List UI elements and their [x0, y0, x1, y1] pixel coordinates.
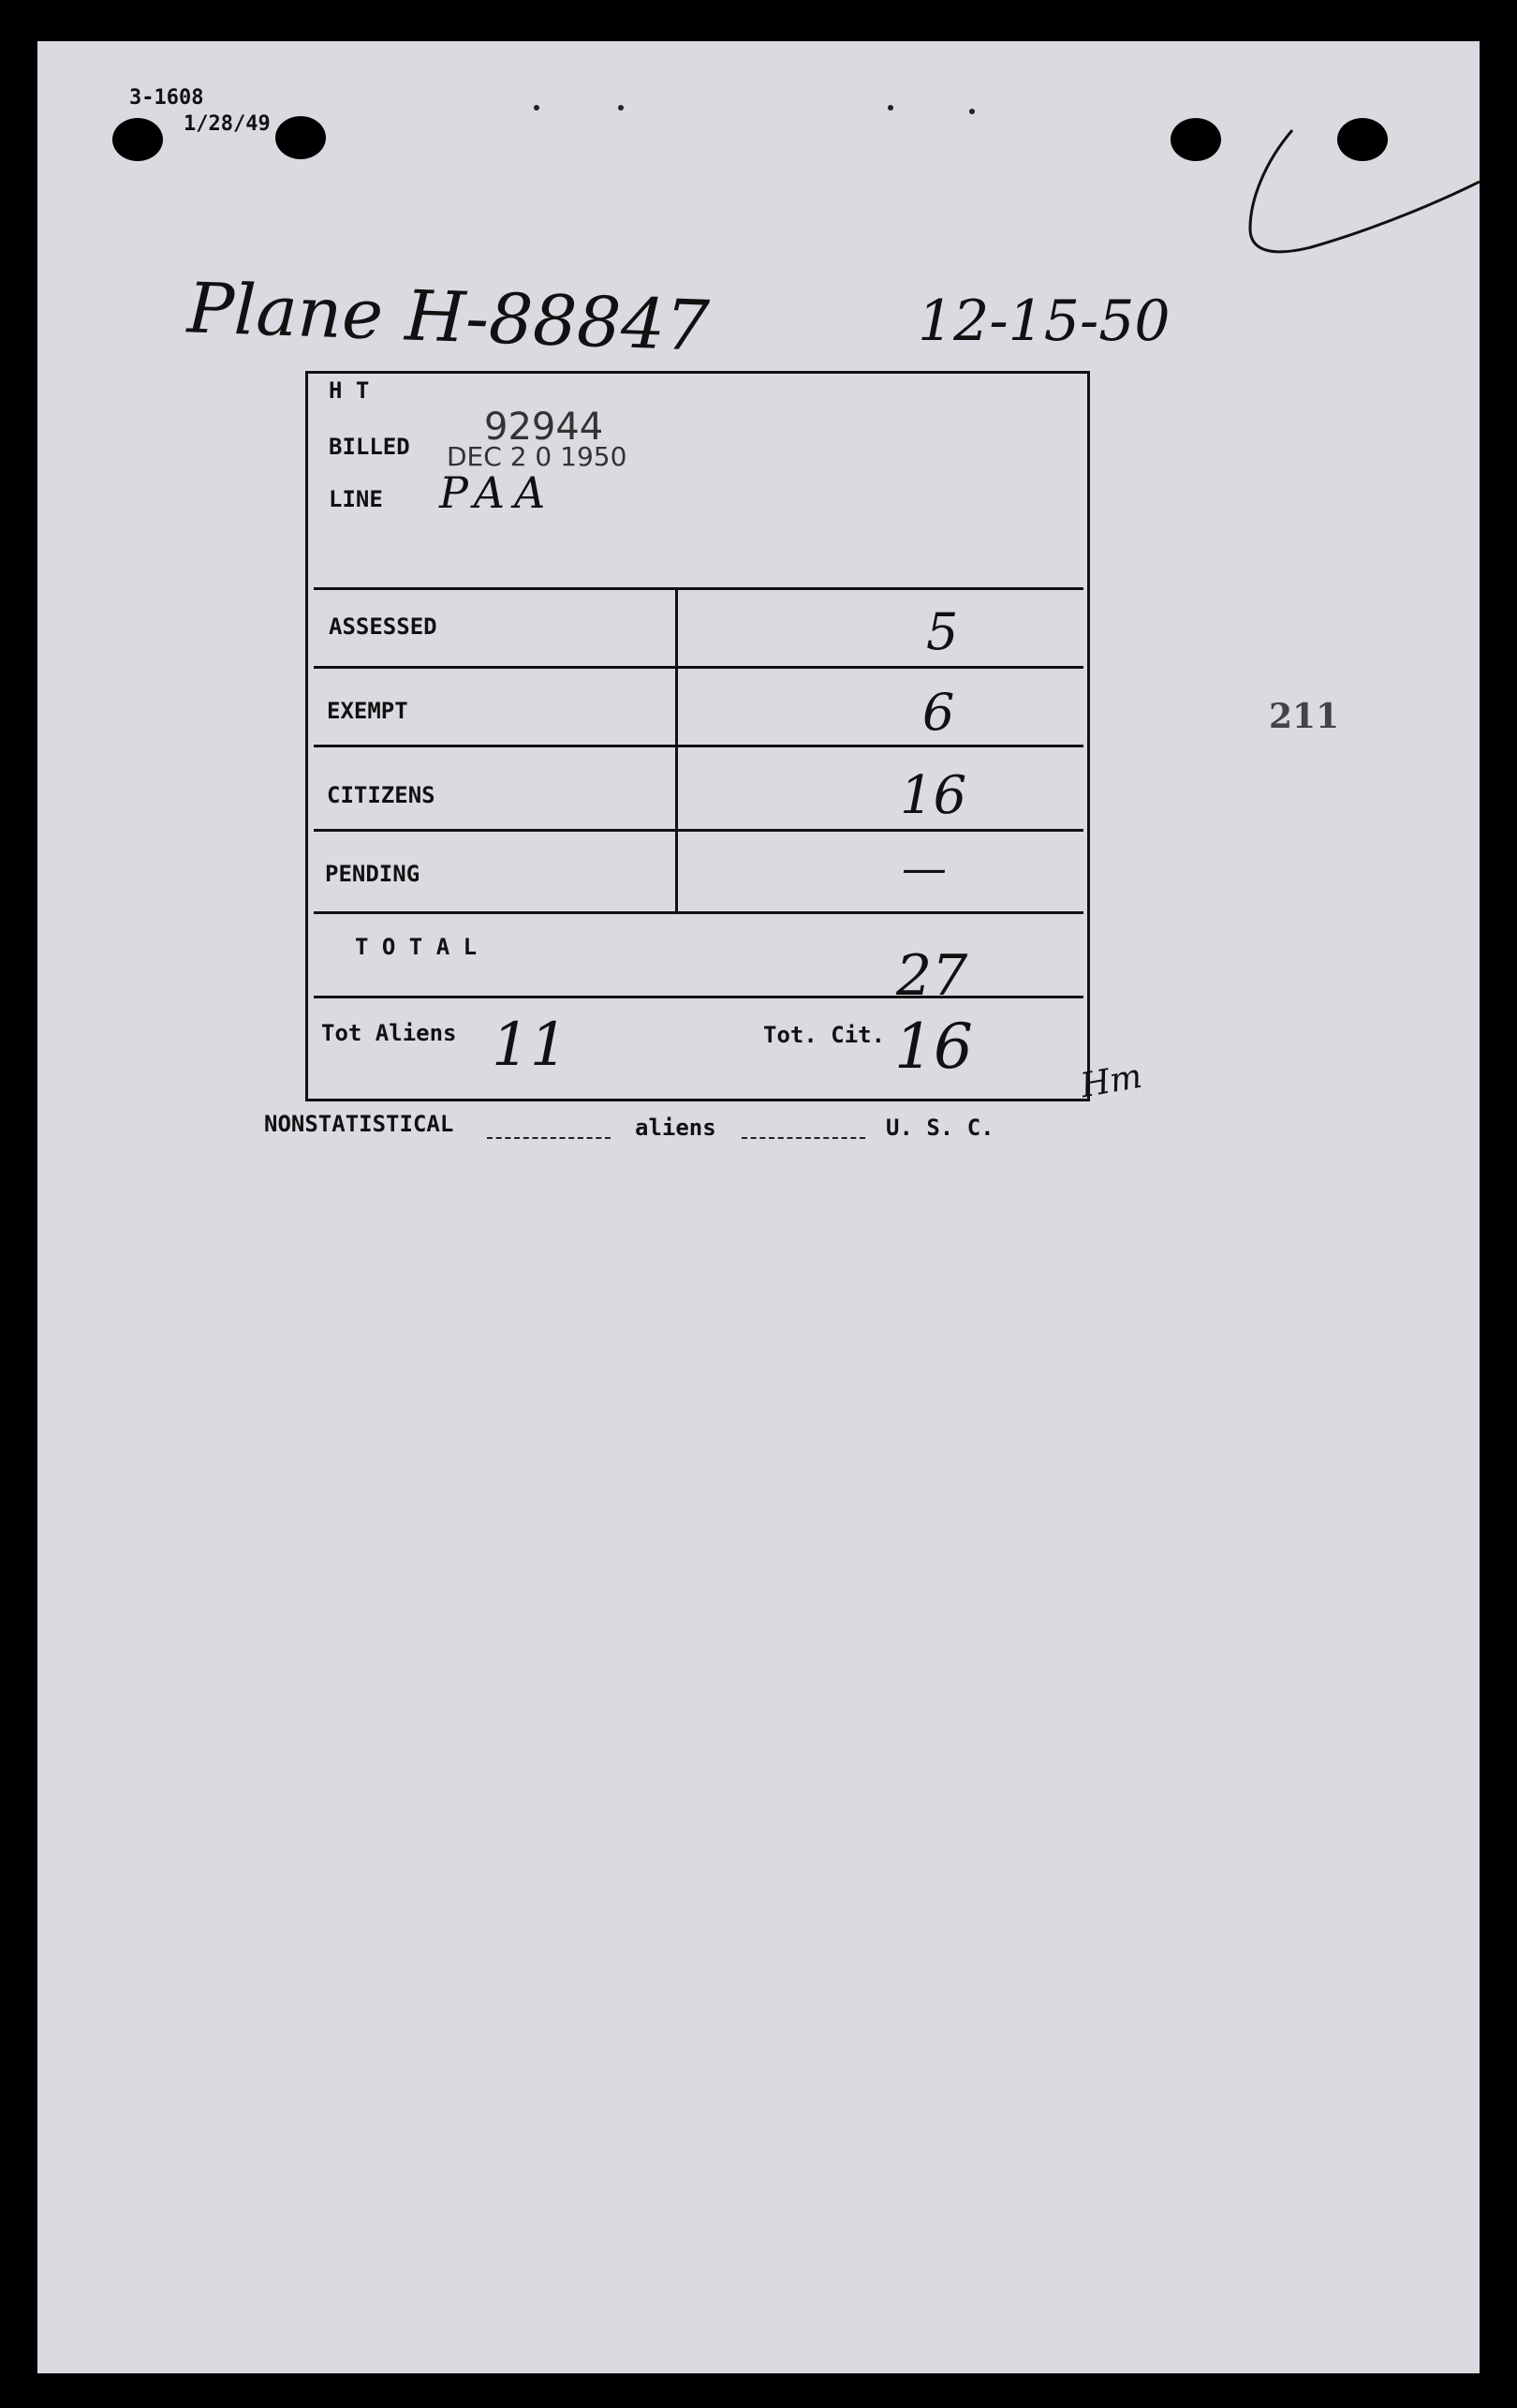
tot-cit-label: Tot. Cit.	[763, 1022, 886, 1048]
form-date: 1/28/49	[184, 112, 271, 136]
speck	[888, 105, 893, 111]
row-value-pending: —	[902, 842, 947, 894]
total-label: T O T A L	[355, 934, 478, 960]
initials: Hm	[1077, 1056, 1145, 1106]
rule	[314, 666, 1083, 669]
line-value: PAA	[439, 467, 555, 518]
row-label-pending: PENDING	[325, 861, 420, 887]
tot-aliens-label: Tot Aliens	[321, 1020, 457, 1046]
aliens-blank	[742, 1137, 865, 1139]
total-value: 27	[896, 943, 968, 1009]
row-label-exempt: EXEMPT	[327, 698, 408, 724]
speck	[618, 105, 624, 111]
side-number: 211	[1269, 697, 1340, 736]
row-label-citizens: CITIZENS	[327, 782, 435, 808]
billed-number-stamp: 92944	[484, 406, 604, 449]
tot-aliens-value: 11	[492, 1011, 568, 1080]
line-label: LINE	[329, 486, 383, 512]
ht-label: H T	[329, 377, 370, 404]
form-number: 3-1608	[129, 86, 204, 110]
rule	[314, 996, 1083, 998]
column-divider	[675, 587, 678, 911]
rule	[314, 745, 1083, 747]
rule	[314, 587, 1083, 590]
row-value-citizens: 16	[900, 765, 967, 826]
plane-number: Plane H-88847	[185, 268, 711, 367]
tot-cit-value: 16	[894, 1011, 973, 1083]
billed-date-stamp: DEC 2 0 1950	[447, 441, 627, 472]
speck	[969, 109, 975, 114]
rule	[314, 911, 1083, 914]
manifest-box	[305, 371, 1090, 1101]
nonstatistical-label: NONSTATISTICAL	[264, 1111, 454, 1137]
punch-hole-left-1	[112, 118, 163, 161]
row-value-exempt: 6	[922, 683, 955, 742]
rule	[314, 829, 1083, 832]
header-date: 12-15-50	[918, 288, 1171, 354]
speck	[534, 105, 539, 111]
document-page	[37, 41, 1480, 2373]
corner-pen-mark	[1236, 126, 1480, 266]
billed-label: BILLED	[329, 434, 410, 460]
punch-hole-right-1	[1171, 118, 1221, 161]
nonstatistical-blank	[487, 1137, 611, 1139]
aliens-label: aliens	[635, 1115, 716, 1141]
usc-label: U. S. C.	[886, 1115, 994, 1141]
punch-hole-left-2	[275, 116, 326, 159]
row-value-assessed: 5	[926, 602, 959, 661]
row-label-assessed: ASSESSED	[329, 613, 437, 640]
